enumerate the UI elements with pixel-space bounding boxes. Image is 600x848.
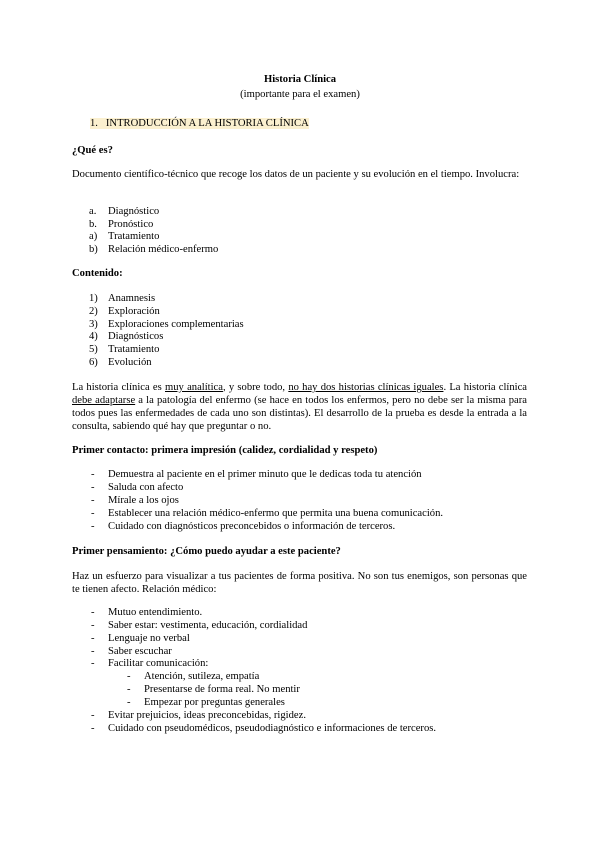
text-run: , y sobre todo, bbox=[222, 382, 289, 393]
primer-contacto-heading: Primer contacto: primera impresión (calidez, cordialidad y respeto) bbox=[72, 445, 378, 456]
list-item: Facilitar comunicación: bbox=[108, 658, 209, 669]
list-marker: 6) bbox=[89, 357, 98, 368]
list-marker: 3) bbox=[89, 319, 98, 330]
list-marker: b) bbox=[89, 244, 98, 255]
sub-bullet-marker: - bbox=[127, 684, 131, 695]
text-run: a la patología del enfermo (se hace en todos los enfermos, pero no debe ser la misma para todos pues las enfermedades de cada uno son distintas). El desarrollo de la prueba es desde la entrada a la consulta, sabiendo qué hay que preguntar o no. bbox=[72, 395, 527, 432]
bullet-marker: - bbox=[91, 723, 95, 734]
list-item: Saber estar: vestimenta, educación, cordialidad bbox=[108, 620, 308, 631]
list-item: Establecer una relación médico-enfermo que permita una buena comunicación. bbox=[108, 508, 444, 519]
historia-paragraph bbox=[72, 381, 527, 433]
list-item: Relación médico-enfermo bbox=[108, 244, 219, 255]
list-item: Diagnósticos bbox=[108, 331, 164, 342]
sub-list-item: Atención, sutileza, empatía bbox=[144, 671, 260, 682]
list-item: Tratamiento bbox=[108, 344, 160, 355]
section-heading bbox=[90, 117, 309, 130]
list-item: Evitar prejuicios, ideas preconcebidas, rigidez. bbox=[108, 710, 306, 721]
text-run: La historia clínica es bbox=[72, 382, 165, 393]
list-item: Anamnesis bbox=[108, 293, 156, 304]
list-marker: 5) bbox=[89, 344, 98, 355]
bullet-marker: - bbox=[91, 607, 95, 618]
sub-list-item: Empezar por preguntas generales bbox=[144, 697, 285, 708]
bullet-marker: - bbox=[91, 710, 95, 721]
list-marker: a. bbox=[89, 206, 97, 217]
list-marker: 4) bbox=[89, 331, 98, 342]
list-item: Cuidado con pseudomédicos, pseudodiagnóstico e informaciones de terceros. bbox=[108, 723, 437, 734]
list-item: Exploración bbox=[108, 306, 160, 317]
list-item: Exploraciones complementarias bbox=[108, 319, 244, 330]
list-item: Tratamiento bbox=[108, 231, 160, 242]
contenido-heading: Contenido: bbox=[72, 268, 123, 279]
underlined-text: debe adaptarse bbox=[72, 395, 136, 406]
que-es-paragraph: Documento científico-técnico que recoge los datos de un paciente y su evolución en el tiempo. Involucra: bbox=[72, 169, 520, 180]
list-item: Evolución bbox=[108, 357, 152, 368]
list-item: Saber escuchar bbox=[108, 646, 172, 657]
list-item: Mutuo entendimiento. bbox=[108, 607, 203, 618]
bullet-marker: - bbox=[91, 521, 95, 532]
list-item: Diagnóstico bbox=[108, 206, 160, 217]
bullet-marker: - bbox=[91, 658, 95, 669]
list-item: Cuidado con diagnósticos preconcebidos o información de terceros. bbox=[108, 521, 396, 532]
sub-bullet-marker: - bbox=[127, 671, 131, 682]
list-item: Pronóstico bbox=[108, 219, 154, 230]
underlined-text: no hay dos historias clínicas iguales bbox=[288, 382, 444, 393]
primer-pensamiento-heading: Primer pensamiento: ¿Cómo puedo ayudar a este paciente? bbox=[72, 546, 341, 557]
list-item: Demuestra al paciente en el primer minuto que le dedicas toda tu atención bbox=[108, 469, 422, 480]
document-title: Historia Clínica bbox=[263, 74, 337, 85]
bullet-marker: - bbox=[91, 508, 95, 519]
bullet-marker: - bbox=[91, 469, 95, 480]
section-number: 1. bbox=[90, 118, 98, 129]
bullet-marker: - bbox=[91, 633, 95, 644]
list-marker: 2) bbox=[89, 306, 98, 317]
list-marker: b. bbox=[89, 219, 97, 230]
list-item: Saluda con afecto bbox=[108, 482, 184, 493]
underlined-text: muy analítica bbox=[165, 382, 223, 393]
que-es-heading: ¿Qué es? bbox=[72, 145, 113, 156]
list-marker: 1) bbox=[89, 293, 98, 304]
list-item: Mírale a los ojos bbox=[108, 495, 179, 506]
primer-pensamiento-paragraph: Haz un esfuerzo para visualizar a tus pacientes de forma positiva. No son tus enemigos, son personas que te tienen afecto. Relación médico: bbox=[72, 571, 527, 595]
sub-bullet-marker: - bbox=[127, 697, 131, 708]
document-subtitle: (importante para el examen) bbox=[240, 89, 360, 100]
section-title: INTRODUCCIÓN A LA HISTORIA CLÍNICA bbox=[105, 118, 309, 129]
text-run: . La historia clínica bbox=[443, 382, 528, 393]
sub-list-item: Presentarse de forma real. No mentir bbox=[144, 684, 300, 695]
bullet-marker: - bbox=[91, 646, 95, 657]
list-item: Lenguaje no verbal bbox=[108, 633, 190, 644]
bullet-marker: - bbox=[91, 620, 95, 631]
bullet-marker: - bbox=[91, 495, 95, 506]
bullet-marker: - bbox=[91, 482, 95, 493]
list-marker: a) bbox=[89, 231, 98, 242]
